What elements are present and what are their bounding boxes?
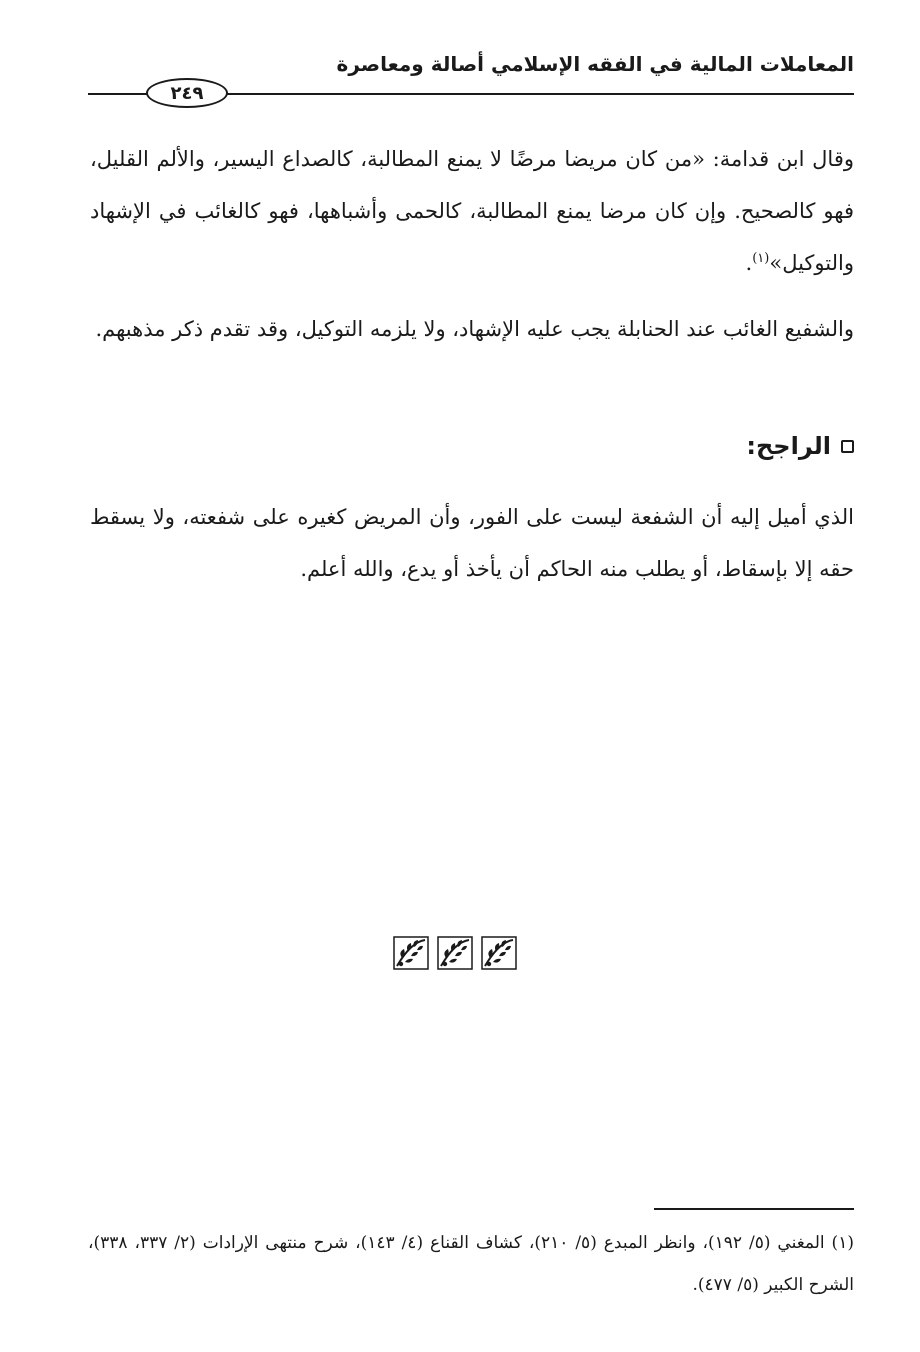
section-divider — [393, 936, 517, 970]
floral-ornament-icon — [437, 936, 473, 970]
paragraph-end-mark: . — [745, 251, 753, 275]
section-heading-text: الراجح: — [746, 432, 831, 460]
section-heading — [746, 432, 854, 460]
floral-ornament-icon — [481, 936, 517, 970]
paragraph-conclusion: الذي أميل إليه أن الشفعة ليست على الفور، وأن المريض كغيره على شفعته، ولا يسقط حقه إلا بإسقاط، أو يطلب منه الحاكم أن يأخذ أو يدع، والله أعلم. — [90, 505, 854, 581]
paragraph-hanbali: والشفيع الغائب عند الحنابلة يجب عليه الإشهاد، ولا يلزمه التوكيل، وقد تقدم ذكر مذهبهم. — [95, 317, 854, 341]
running-title: المعاملات المالية في الفقه الإسلامي أصالة ومعاصرة — [336, 52, 854, 76]
floral-ornament-icon — [393, 936, 429, 970]
footnote-reference: (١) — [752, 251, 770, 266]
footnote-rule — [654, 1208, 854, 1210]
paragraph-ibn-qudama — [90, 133, 854, 289]
footnote: (١) المغني (٥/ ١٩٢)، وانظر المبدع (٥/ ٢١٠)، كشاف القناع (٤/ ١٤٣)، شرح منتهى الإرادات (٢/ ٣٣٧، ٣٣٨)، الشرح الكبير (٥/ ٤٧٧). — [88, 1233, 854, 1295]
square-bullet-icon — [841, 440, 854, 453]
page-number — [146, 78, 228, 108]
page-number-text: ٢٤٩ — [170, 82, 204, 104]
paragraph-text: وقال ابن قدامة: «من كان مريضا مرضًا لا يمنع المطالبة، كالصداع اليسير، والألم القليل، فهو كالصحيح. وإن كان مرضا يمنع المطالبة، كالحمى وأشباهها، فهو كالغائب في الإشهاد والتوكيل» — [90, 147, 854, 275]
